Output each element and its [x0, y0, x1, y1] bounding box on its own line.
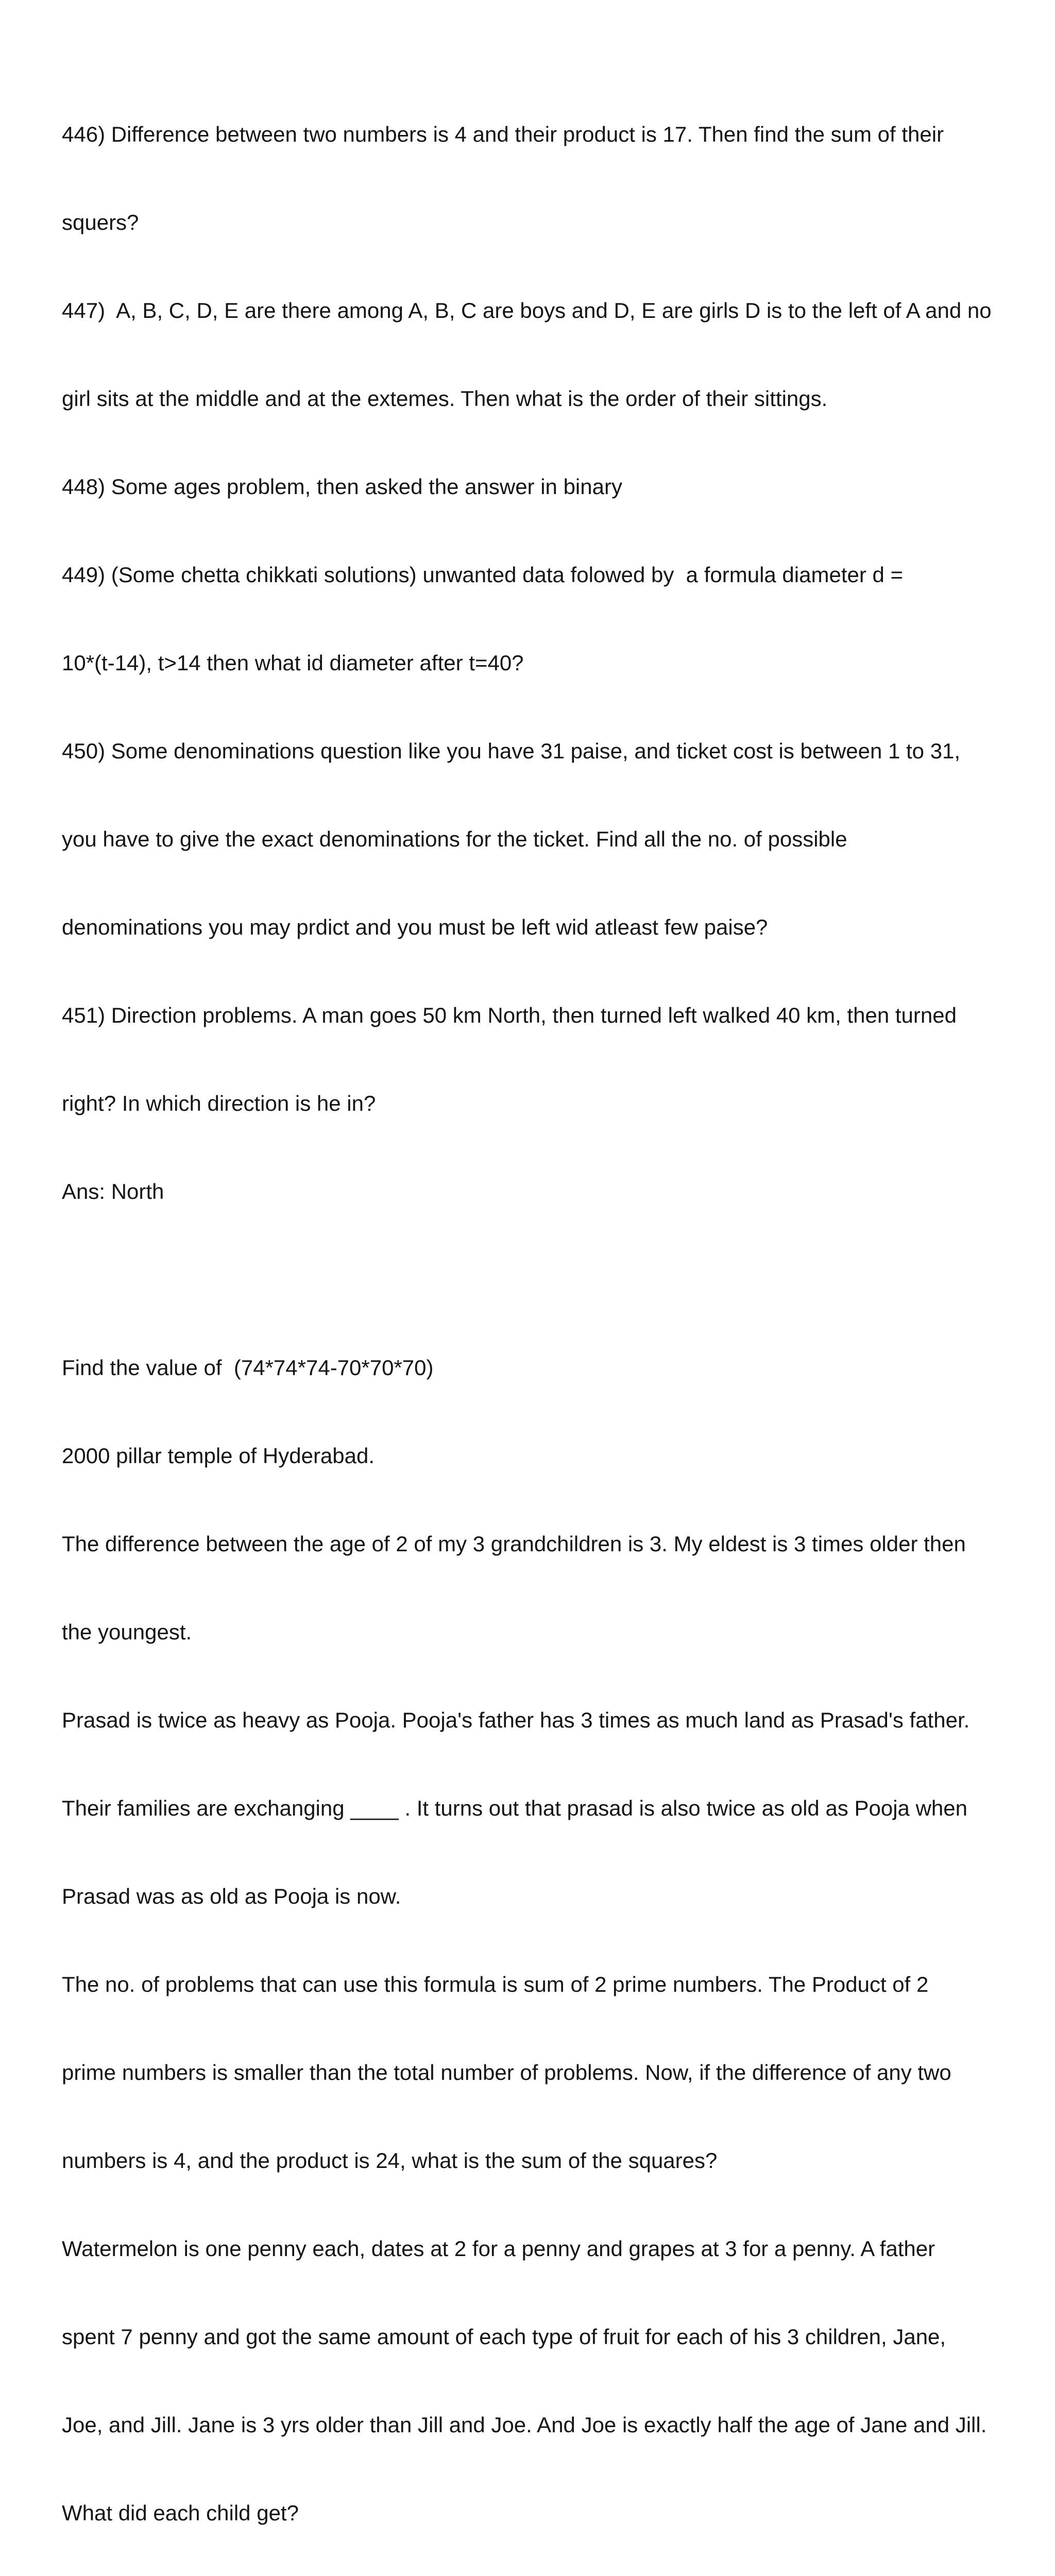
text-line: right? In which direction is he in? — [62, 1091, 376, 1115]
text-line: squers? — [62, 210, 139, 234]
text-line: Joe, and Jill. Jane is 3 yrs older than Jill and Joe. And Joe is exactly half the age of Jane and Jill. — [62, 2413, 987, 2437]
text-line: denominations you may prdict and you must be left wid atleast few paise? — [62, 915, 768, 939]
text-line: The difference between the age of 2 of my 3 grandchildren is 3. My eldest is 3 times older then — [62, 1532, 966, 1556]
text-line: 2000 pillar temple of Hyderabad. — [62, 1444, 375, 1468]
text-line: numbers is 4, and the product is 24, what is the sum of the squares? — [62, 2148, 718, 2173]
text-line: spent 7 penny and got the same amount of each type of fruit for each of his 3 children, Jane, — [62, 2325, 946, 2349]
text-line: Find the value of (74*74*74-70*70*70) — [62, 1355, 434, 1380]
text-line: the youngest. — [62, 1620, 192, 1644]
text-line: 448) Some ages problem, then asked the answer in binary — [62, 474, 622, 499]
text-line: Prasad was as old as Pooja is now. — [62, 1884, 401, 1908]
text-line: 447) A, B, C, D, E are there among A, B, C are boys and D, E are girls D is to the left of A and no — [62, 298, 992, 323]
text-line: 449) (Some chetta chikkati solutions) unwanted data folowed by a formula diameter d = — [62, 563, 904, 587]
text-line: 450) Some denominations question like you have 31 paise, and ticket cost is between 1 to 31, — [62, 739, 961, 763]
text-line: 446) Difference between two numbers is 4 and their product is 17. Then find the sum of their — [62, 122, 944, 146]
text-line: prime numbers is smaller than the total number of problems. Now, if the difference of any two — [62, 2060, 951, 2084]
text-line: 451) Direction problems. A man goes 50 km North, then turned left walked 40 km, then turned — [62, 1003, 957, 1027]
text-line: 10*(t-14), t>14 then what id diameter after t=40? — [62, 651, 524, 675]
text-line: What did each child get? — [62, 2501, 299, 2525]
text-line: Ans: North — [62, 1179, 164, 1204]
document-body — [62, 61, 1005, 2576]
blank-line — [62, 1265, 1005, 1294]
text-line: The no. of problems that can use this formula is sum of 2 prime numbers. The Product of 2 — [62, 1972, 929, 1996]
text-line: Their families are exchanging ____ . It turns out that prasad is also twice as old as Pooja when — [62, 1796, 967, 1820]
text-line: girl sits at the middle and at the extemes. Then what is the order of their sittings. — [62, 386, 828, 411]
text-line: Prasad is twice as heavy as Pooja. Pooja's father has 3 times as much land as Prasad's father. — [62, 1708, 970, 1732]
text-line: you have to give the exact denominations for the ticket. Find all the no. of possible — [62, 827, 847, 851]
text-line: Watermelon is one penny each, dates at 2 for a penny and grapes at 3 for a penny. A father — [62, 2236, 935, 2261]
